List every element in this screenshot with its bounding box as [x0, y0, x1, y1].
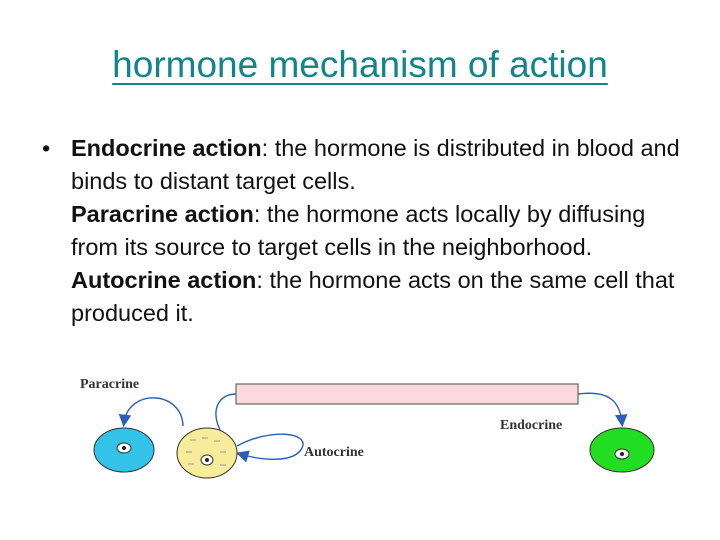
paracrine-description: : the hormone acts locally by diffusing from its source to target cells in the neighborhood.: [71, 201, 646, 260]
endocrine-arrow-out: [216, 394, 236, 430]
endocrine-term: Endocrine action: [71, 135, 262, 161]
autocrine-term: Autocrine action: [71, 267, 257, 293]
paracrine-target-cell: [94, 428, 154, 472]
slide-body: [42, 132, 682, 330]
blood-vessel: [236, 384, 578, 404]
paracrine-term: Paracrine action: [71, 201, 254, 227]
paracrine-paragraph: [71, 198, 682, 264]
autocrine-description: : the hormone acts on the same cell that produced it.: [71, 267, 675, 326]
bullet-marker: •: [42, 135, 51, 161]
slide-title: hormone mechanism of action: [112, 44, 608, 85]
autocrine-label: Autocrine: [304, 445, 364, 460]
endocrine-description: : the hormone is distributed in blood and binds to distant target cells.: [71, 135, 680, 194]
paracrine-label: Paracrine: [80, 377, 140, 392]
hormone-source-cell: [177, 428, 237, 478]
autocrine-paragraph: [71, 264, 682, 330]
endocrine-target-cell: [590, 428, 654, 472]
endocrine-arrow-in: [578, 393, 622, 423]
autocrine-loop-arrow: [237, 434, 303, 459]
paracrine-arrow: [124, 398, 183, 426]
endocrine-paragraph: [71, 132, 682, 198]
endocrine-label: Endocrine: [500, 418, 563, 433]
hormone-action-diagram: [70, 368, 660, 480]
